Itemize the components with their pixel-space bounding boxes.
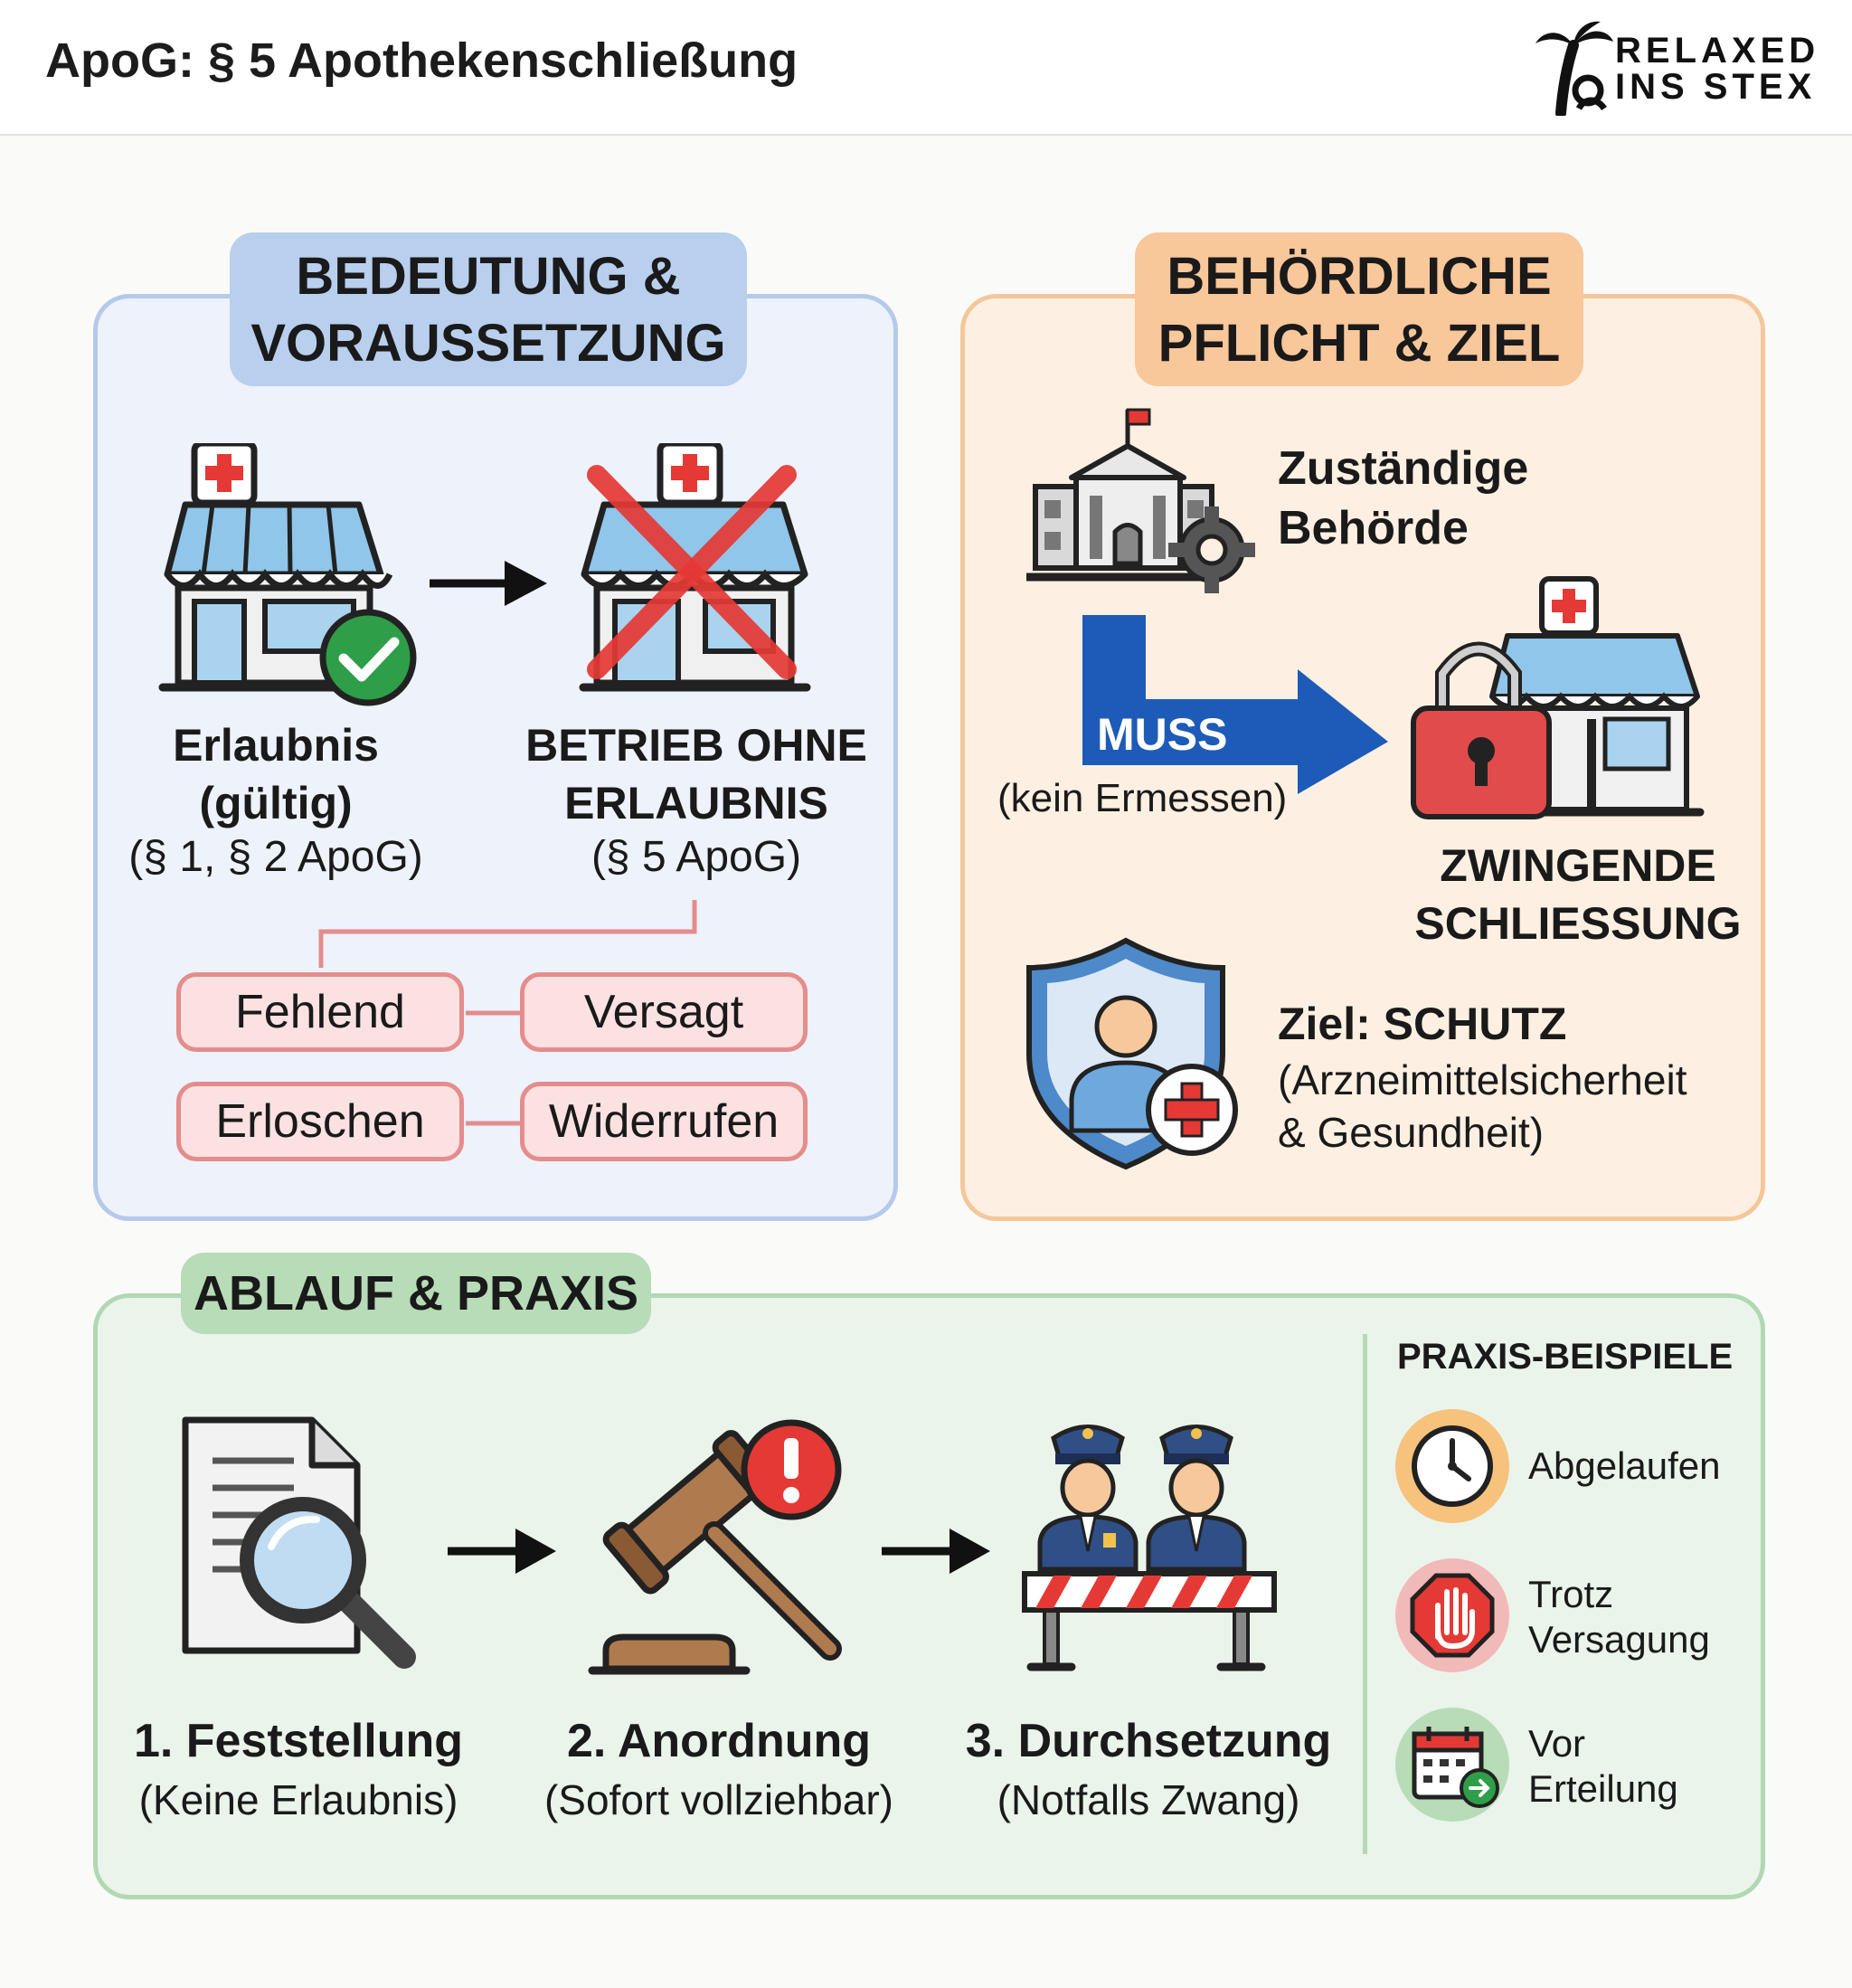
authority-label-line1: Zuständige xyxy=(1278,442,1529,495)
goal-title: Ziel: SCHUTZ xyxy=(1278,999,1567,1049)
authority-label-line2: Behörde xyxy=(1278,502,1469,554)
section-meaning-title xyxy=(230,232,747,386)
arrow-right-icon-3 xyxy=(877,1524,995,1578)
example-despite-denial-line1: Trotz xyxy=(1528,1573,1614,1615)
example-before-grant-line2: Erteilung xyxy=(1528,1767,1678,1810)
permit-label xyxy=(127,716,425,832)
reason-denied: Versagt xyxy=(520,972,808,1052)
palm-tree-logo-icon xyxy=(1534,18,1615,116)
protection-shield-icon xyxy=(1022,936,1243,1176)
section-authority-title-line2: PFLICHT & ZIEL xyxy=(1158,314,1561,373)
section-authority-title xyxy=(1135,232,1583,386)
gavel-icon xyxy=(588,1415,850,1682)
section-authority-title-line1: BEHÖRDLICHE xyxy=(1167,247,1552,306)
mandatory-closure-line2: SCHLIESSUNG xyxy=(1414,898,1742,949)
section-meaning-title-line2: VORAUSSETZUNG xyxy=(250,314,726,373)
mandatory-closure-line1: ZWINGENDE xyxy=(1440,840,1716,891)
must-label: MUSS xyxy=(1097,709,1228,760)
police-barrier-icon xyxy=(1017,1415,1280,1673)
goal-description xyxy=(1278,1054,1687,1159)
mandatory-closure-label xyxy=(1406,837,1750,952)
section-meaning-title-line1: BEDEUTUNG & xyxy=(296,247,681,306)
step-1 xyxy=(109,1714,488,1824)
no-permit-label xyxy=(506,716,886,832)
no-permit-label-line1: BETRIEB OHNE xyxy=(525,720,867,771)
step-3 xyxy=(954,1714,1343,1824)
logo-text-line1: RELAXED xyxy=(1615,31,1820,71)
section-process-title: ABLAUF & PRAXIS xyxy=(181,1253,651,1334)
example-despite-denial-line2: Versagung xyxy=(1528,1618,1710,1661)
must-arrow-icon xyxy=(1081,613,1397,794)
authority-building-icon xyxy=(1026,405,1257,600)
authority-label xyxy=(1278,439,1528,558)
step-3-title: 3. Durchsetzung xyxy=(965,1715,1332,1767)
no-permit-law-ref: (§ 5 ApoG) xyxy=(591,833,802,881)
no-permit-label-line2: ERLAUBNIS xyxy=(564,778,828,828)
examples-title: PRAXIS-BEISPIELE xyxy=(1397,1337,1734,1377)
example-despite-denial xyxy=(1528,1572,1710,1662)
permit-law-ref: (§ 1, § 2 ApoG) xyxy=(128,833,423,881)
logo-text-line2: INS STEX xyxy=(1615,67,1817,107)
permit-label-line1: Erlaubnis xyxy=(173,720,379,771)
goal-description-line1: (Arzneimittelsicherheit xyxy=(1278,1056,1687,1103)
step-1-subtitle: (Keine Erlaubnis) xyxy=(138,1776,458,1823)
locked-pharmacy-icon xyxy=(1406,574,1709,823)
header-bar xyxy=(0,0,1852,136)
example-expired: Abgelaufen xyxy=(1528,1444,1721,1487)
reason-expired: Erloschen xyxy=(176,1082,464,1161)
document-search-icon xyxy=(176,1411,420,1682)
arrow-right-icon xyxy=(425,556,552,611)
check-circle-icon xyxy=(317,606,420,710)
clock-icon xyxy=(1393,1406,1512,1526)
reason-revoked: Widerrufen xyxy=(520,1082,808,1161)
pharmacy-crossed-icon xyxy=(579,443,814,696)
goal-description-line2: & Gesundheit) xyxy=(1278,1109,1545,1156)
calendar-icon xyxy=(1393,1705,1512,1824)
step-2-title: 2. Anordnung xyxy=(566,1715,872,1767)
step-3-subtitle: (Notfalls Zwang) xyxy=(997,1776,1300,1823)
arrow-right-icon-2 xyxy=(443,1524,561,1578)
step-2-subtitle: (Sofort vollziehbar) xyxy=(543,1776,894,1823)
example-before-grant-line1: Vor xyxy=(1528,1722,1586,1765)
stop-hand-icon xyxy=(1393,1556,1512,1675)
step-2 xyxy=(515,1714,922,1824)
page-title: ApoG: § 5 Apothekenschließung xyxy=(45,33,798,88)
step-1-title: 1. Feststellung xyxy=(133,1715,464,1767)
permit-label-line2: (gültig) xyxy=(199,778,353,828)
examples-divider xyxy=(1363,1334,1367,1854)
example-before-grant xyxy=(1528,1721,1678,1812)
reason-missing: Fehlend xyxy=(176,972,464,1052)
no-discretion-label: (kein Ermessen) xyxy=(997,776,1288,820)
